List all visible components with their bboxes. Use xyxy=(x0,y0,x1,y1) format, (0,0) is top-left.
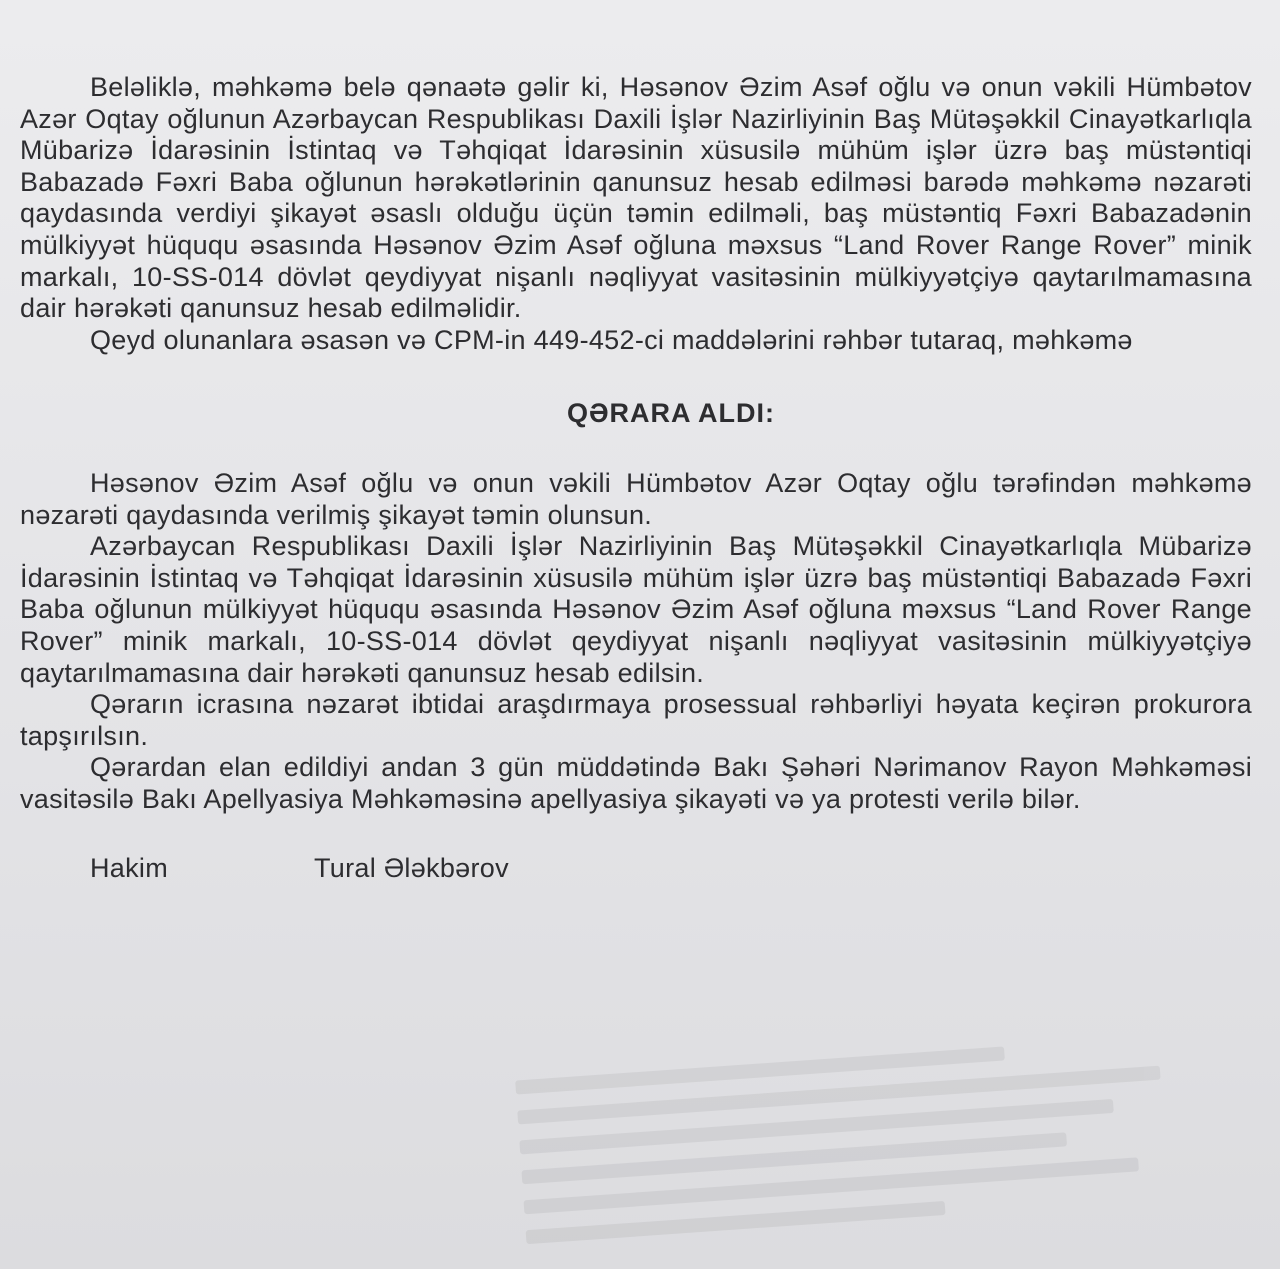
signature-role: Hakim xyxy=(90,853,169,884)
paragraph-conclusion: Beləliklə, məhkəmə belə qənaətə gəlir ki, Həsənov Əzim Asəf oğlu və onun vəkili Hümbətov Azər Oqtay oğlunun Azərbaycan Respublikası Daxili İşlər Nazirliyinin Baş Mütəşəkkil Cinayətkarlıqla Mübarizə İdarəsinin İstintaq və Təhqiqat İdarəsinin xüsusilə mühüm işlər üzrə baş müstəntiqi Babazadə Fəxri Baba oğlunun hərəkətlərinin qanunsuz hesab edilməsi barədə məhkəmə nəzarəti qaydasında verdiyi şikayət əsaslı olduğu üçün təmin edilməli, baş müstəntiq Fəxri Babazadənin mülkiyyət hüququ əsasında Həsənov Əzim Asəf oğluna məxsus “Land Rover Range Rover” minik markalı, 10-SS-014 dövlət qeydiyyat nişanlı nəqliyyat vasitəsinin mülkiyyətçiyə qaytarılmamasına dair hərəkəti qanunsuz hesab edilməlidir. xyxy=(20,72,1252,324)
document-body xyxy=(20,72,1252,885)
paragraph-action-unlawful: Azərbaycan Respublikası Daxili İşlər Nazirliyinin Baş Mütəşəkkil Cinayətkarlıqla Mübarizə İdarəsinin İstintaq və Təhqiqat İdarəsinin xüsusilə mühüm işlər üzrə baş müstəntiqi Babazadə Fəxri Baba oğlunun mülkiyyət hüququ əsasında Həsənov Əzim Asəf oğluna məxsus “Land Rover Range Rover” minik markalı, 10-SS-014 dövlət qeydiyyat nişanlı nəqliyyat vasitəsinin mülkiyyətçiyə qaytarılmamasına dair hərəkəti qanunsuz hesab edilsin. xyxy=(20,531,1252,688)
decision-heading: QƏRARA ALDI: xyxy=(566,398,776,429)
paragraph-complaint-granted: Həsənov Əzim Asəf oğlu və onun vəkili Hümbətov Azər Oqtay oğlu tərəfindən məhkəmə nəzarəti qaydasında verilmiş şikayət təmin olunsun. xyxy=(20,467,1252,530)
bleed-through-texture xyxy=(514,1016,1226,1260)
signature-name: Tural Ələkbərov xyxy=(314,853,509,884)
paragraph-grounds: Qeyd olunanlara əsasən və CPM-in 449-452-ci maddələrini rəhbər tutaraq, məhkəmə xyxy=(90,324,1133,355)
paragraph-appeal-rights: Qərardan elan edildiyi andan 3 gün müddətində Bakı Şəhəri Nərimanov Rayon Məhkəməsi vasitəsilə Bakı Apellyasiya Məhkəməsinə apellyasiya şikayəti və ya protesti verilə bilər. xyxy=(20,752,1252,814)
signature-block xyxy=(20,853,1252,885)
paragraph-execution-control: Qərarın icrasına nəzarət ibtidai araşdırmaya prosessual rəhbərliyi həyata keçirən prokurora tapşırılsın. xyxy=(20,689,1252,751)
